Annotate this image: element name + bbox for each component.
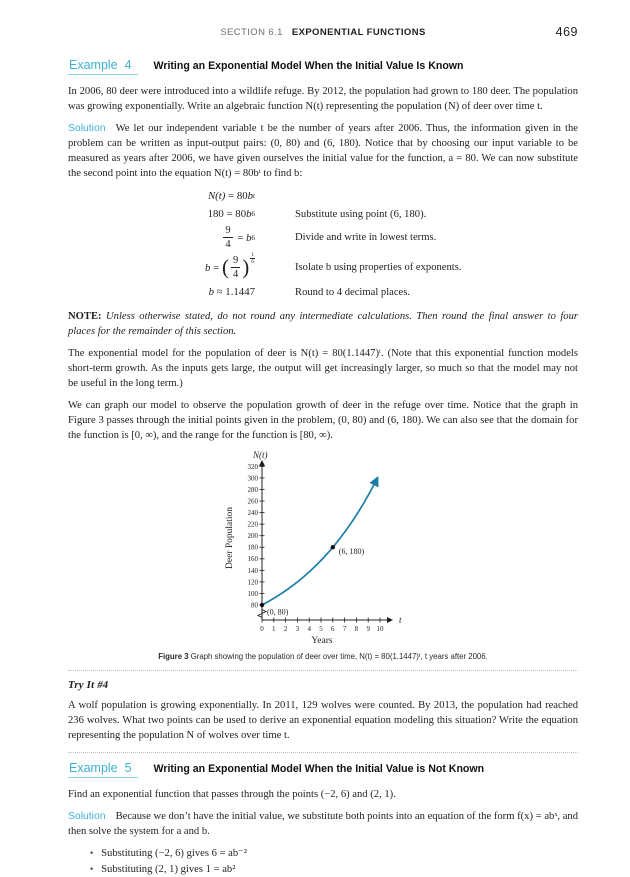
solution-label: Solution — [68, 123, 106, 134]
y-axis-variable: N(t) — [252, 450, 268, 460]
y-tick-label: 220 — [248, 521, 259, 529]
deer-population-graph — [218, 450, 428, 650]
tryit-text: A wolf population is growing exponentially. In 2011, 129 wolves were counted. By 2013, the population had reached 236 wolves. What two points can be used to derive an exponential equation modeling this situation? Write the equation representing the population N of wolves over time t. — [68, 698, 578, 743]
example4-problem: In 2006, 80 deer were introduced into a wildlife refuge. By 2012, the population had grown to 180 deer. The population was growing exponentially. Write an algebraic function N(t) representing the population (N) of deer over time t. — [68, 84, 578, 114]
x-axis-label: Years — [311, 636, 333, 646]
x-axis-variable: t — [399, 615, 402, 625]
figure3-caption-label: Figure 3 — [158, 652, 188, 661]
figure3 — [68, 450, 578, 661]
page-number: 469 — [556, 25, 578, 39]
data-point — [260, 603, 264, 607]
x-tick-label: 8 — [355, 625, 359, 633]
substitution-list — [90, 846, 578, 877]
graph-paragraph: We can graph our model to observe the population growth of deer in the refuge over time. Notice that the graph in Figure 3 passes through the initial points given in the problem, (0, 80) and (6, 180). We can also see that the domain for the function is [0, ∞), and the range for the function is [80, ∞). — [68, 398, 578, 443]
y-tick-label: 120 — [248, 578, 259, 586]
x-tick-label: 5 — [319, 625, 323, 633]
y-tick-label: 80 — [251, 601, 259, 609]
data-point — [331, 545, 335, 549]
solution-text: Because we don’t have the initial value, we substitute both points into an equation of the form f(x) = abˣ, and then solve the system for a and b. — [68, 811, 578, 837]
x-tick-label: 10 — [377, 625, 385, 633]
y-tick-label: 260 — [248, 497, 259, 505]
fraction: $\frac{9}{4}$ — [231, 255, 240, 279]
example5-header — [68, 761, 578, 778]
running-header — [68, 27, 578, 43]
list-item: • Substituting (2, 1) gives 1 = ab² — [90, 862, 578, 877]
note-text: Unless otherwise stated, do not round any intermediate calculations. Then round the final answer to four places for the remainder of this section. — [68, 311, 578, 337]
equation-row-5: b ≈ 1.1447 Round to 4 decimal places. — [68, 284, 578, 300]
example5-problem: Find an exponential function that passes through the points (−2, 6) and (2, 1). — [68, 787, 578, 802]
x-tick-label: 4 — [307, 625, 311, 633]
solution-text: We let our independent variable t be the number of years after 2006. Thus, the information given in the problem can be written as input-output pairs: (0, 80) and (6, 180). Notice that by choosing our input variable to be measured as years after 2006, we have given ourselves the initial value for the function, a = 80. We can now substitute the second point into the equation N(t) = 80bᵗ to find b: — [68, 123, 578, 179]
example5-solution — [68, 809, 578, 839]
x-tick-label: 2 — [284, 625, 288, 633]
equation-block — [68, 188, 578, 300]
section-title: EXPONENTIAL FUNCTIONS — [292, 27, 426, 38]
y-tick-label: 160 — [248, 555, 259, 563]
equation-row-4: b = ( $\frac{9}{4}$ ) 1 6 Isolate b using properties of exponents. — [68, 253, 578, 282]
example4-header — [68, 58, 578, 75]
y-tick-label: 300 — [248, 474, 259, 482]
solution-label: Solution — [68, 811, 106, 822]
tryit-label: Try It #4 — [68, 679, 578, 691]
section-number: SECTION 6.1 — [220, 27, 282, 38]
y-axis-label: Deer Population — [225, 507, 235, 569]
list-item: • Substituting (−2, 6) gives 6 = ab⁻² — [90, 846, 578, 862]
note-label: NOTE: — [68, 311, 102, 322]
x-tick-label: 7 — [343, 625, 347, 633]
equation-row-1: N(t) = 80 b t — [68, 188, 578, 204]
eq4-comment: Isolate b using properties of exponents. — [295, 262, 462, 273]
y-tick-label: 320 — [248, 463, 259, 471]
fraction: $\frac{9}{4}$ — [223, 225, 232, 249]
x-tick-label: 3 — [296, 625, 300, 633]
running-header-text — [68, 27, 578, 38]
x-tick-label: 6 — [331, 625, 335, 633]
example4-title: Writing an Exponential Model When the Initial Value Is Known — [154, 60, 464, 72]
model-paragraph: The exponential model for the population of deer is N(t) = 80(1.1447)ᵗ. (Note that this exponential function models short-term growth. As the inputs gets large, the output will get increasingly larger, so much so that the model may not be useful in the long term.) — [68, 346, 578, 391]
page-content — [68, 54, 578, 877]
y-tick-label: 140 — [248, 567, 259, 575]
example4-label: Example 4 — [68, 58, 138, 75]
note-paragraph — [68, 309, 578, 339]
equation-row-2: 180 = 80 b 6 Substitute using point (6, 180). — [68, 206, 578, 222]
equation-row-3: $\frac{9}{4}$ = b 6 Divide and write in lowest terms. — [68, 224, 578, 251]
dashed-divider — [68, 752, 578, 753]
data-point-label: (0, 80) — [267, 608, 289, 617]
y-tick-label: 280 — [248, 486, 259, 494]
x-tick-label: 9 — [366, 625, 370, 633]
x-tick-label: 0 — [260, 625, 264, 633]
population-curve — [262, 478, 378, 606]
y-tick-label: 240 — [248, 509, 259, 517]
dashed-divider — [68, 670, 578, 671]
eq1-function: N(t) — [208, 190, 225, 202]
example5-label: Example 5 — [68, 761, 138, 778]
y-tick-label: 200 — [248, 532, 259, 540]
y-tick-label: 180 — [248, 544, 259, 552]
exponent-fraction: 1 6 — [250, 252, 255, 266]
example4-solution — [68, 121, 578, 181]
figure3-caption: Figure 3 Graph showing the population of deer over time, N(t) = 80(1.1447)ᵗ, t years after 2006. — [68, 652, 578, 661]
data-point-label: (6, 180) — [339, 547, 365, 556]
eq2-comment: Substitute using point (6, 180). — [295, 209, 426, 220]
x-tick-label: 1 — [272, 625, 276, 633]
y-tick-label: 100 — [248, 590, 259, 598]
eq3-comment: Divide and write in lowest terms. — [295, 232, 436, 243]
example5-title: Writing an Exponential Model When the Initial Value is Not Known — [154, 763, 485, 775]
eq5-comment: Round to 4 decimal places. — [295, 287, 410, 298]
